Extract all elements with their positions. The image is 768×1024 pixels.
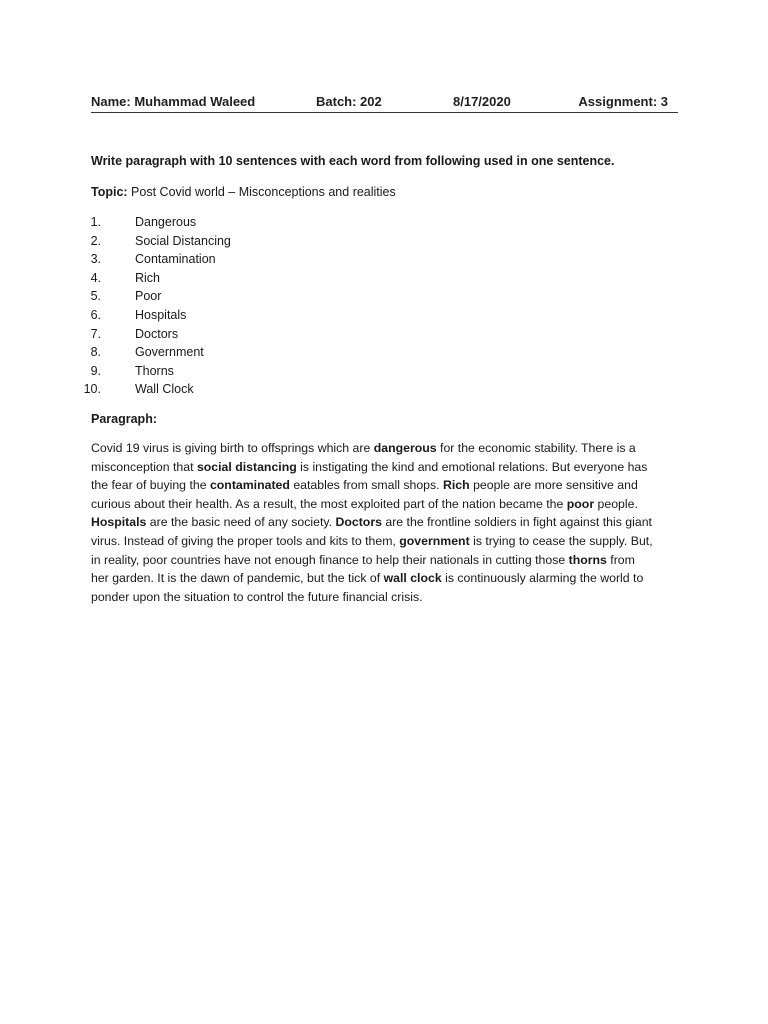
list-item-word: Contamination [135,252,216,267]
paragraph-line [91,588,681,607]
list-item-word: Social Distancing [135,233,231,248]
list-item-number: 8. [90,345,101,360]
assignment-instruction: Write paragraph with 10 sentences with each word from following used in one sentence. [91,154,615,168]
paragraph-line [91,532,681,551]
paragraph-text: virus. Instead of giving the proper tools and kits to them, [91,533,400,548]
list-item [83,380,194,399]
list-item [90,362,174,381]
list-item-word: Rich [135,270,161,285]
paragraph-text: from [606,552,635,567]
list-item-word: Doctors [135,326,179,341]
paragraph-text: people are more sensitive and [469,478,638,493]
keyword-highlight: poor [566,496,595,511]
keyword-highlight: dangerous [373,441,437,455]
paragraph-line [91,513,681,532]
paragraph-line [91,458,681,477]
list-item [90,250,216,269]
paragraph-text: eatables from small shops. [289,478,443,493]
paragraph-line [91,551,681,570]
paragraph-text: ponder upon the situation to control the future financial crisis. [91,589,423,604]
list-item [90,325,179,344]
paragraph-line [91,439,681,458]
paragraph-line [91,495,681,514]
list-item-word: Government [135,345,204,360]
keyword-highlight: government [399,533,470,548]
paragraph-text: are the basic need of any society. [146,515,336,530]
keyword-highlight: wall clock [383,571,442,586]
submission-date: 8/17/2020 [453,94,511,109]
paragraph-text: is continuously alarming the world to [441,571,644,586]
paragraph-text: the fear of buying the [91,478,210,493]
list-item-number: 7. [90,326,101,341]
keyword-highlight: social distancing [196,459,297,474]
keyword-highlight: thorns [568,552,607,567]
list-item-number: 5. [90,289,101,304]
topic-text: Post Covid world – Misconceptions and realities [127,185,396,199]
paragraph-text: is instigating the kind and emotional relations. But everyone has [296,459,648,474]
list-item-number: 1. [90,215,101,229]
paragraph-heading: Paragraph: [91,412,157,426]
list-item [90,232,231,251]
paragraph-text: misconception that [91,459,197,474]
batch-number: Batch: 202 [316,94,382,109]
keyword-highlight: Hospitals [91,515,147,530]
list-item [90,343,204,362]
list-item-number: 9. [90,363,101,378]
paragraph-text: people. [594,496,638,511]
paragraph-text: for the economic stability. There is a [436,441,636,455]
list-item-number: 2. [90,233,101,248]
assignment-topic [91,185,396,199]
list-item-word: Dangerous [135,215,197,229]
paragraph-text: her garden. It is the dawn of pandemic, but the tick of [91,571,384,586]
paragraph-text: are the frontline soldiers in fight against this giant [381,515,652,530]
paragraph-text: Covid 19 virus is giving birth to offsprings which are [91,441,374,455]
keyword-highlight: Rich [443,478,470,493]
list-item-word: Wall Clock [135,382,194,397]
paragraph-text: is trying to cease the supply. But, [469,533,653,548]
document-header [91,93,678,113]
list-item-number: 3. [90,252,101,267]
paragraph-line [91,569,681,588]
keyword-highlight: contaminated [209,478,290,493]
list-item-word: Poor [135,289,162,304]
list-item-number: 4. [90,270,101,285]
list-item-number: 10. [83,382,101,397]
paragraph-text: curious about their health. As a result, the most exploited part of the nation became the [91,496,567,511]
list-item [90,287,162,306]
list-item-number: 6. [90,307,101,322]
list-item [90,306,187,325]
student-name: Name: Muhammad Waleed [91,94,256,109]
paragraph-text: in reality, poor countries have not enough finance to help their nationals in cutting those [91,552,569,567]
word-list [83,213,231,399]
topic-label: Topic: [91,185,128,199]
list-item-word: Thorns [135,363,174,378]
assignment-number: Assignment: 3 [578,94,668,109]
paragraph-body [91,439,681,606]
keyword-highlight: Doctors [335,515,382,530]
list-item [90,269,161,288]
list-item [90,213,197,232]
list-item-word: Hospitals [135,307,187,322]
paragraph-line [91,476,681,495]
